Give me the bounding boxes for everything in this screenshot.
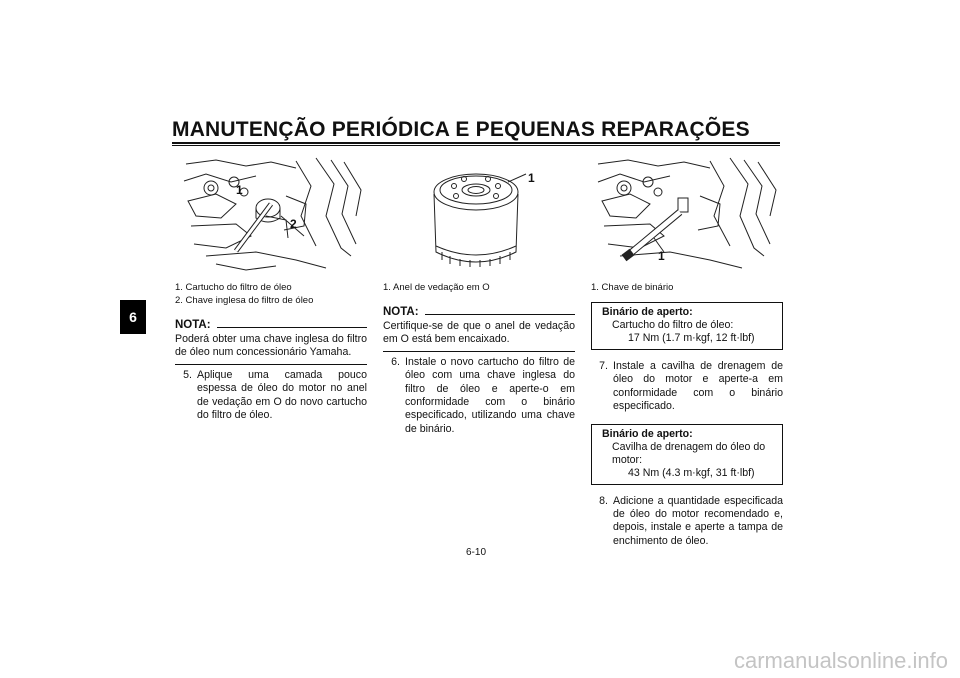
torque-spec-box-1 <box>591 302 783 350</box>
caption-1: 1. Chave de binário <box>591 282 674 293</box>
torque-value: 43 Nm (4.3 m·kgf, 31 ft·lbf) <box>628 466 755 479</box>
note-end-rule <box>383 351 575 352</box>
step-7: 7. Instale a cavilha de drenagem de óleo do motor e aperte-a em conformidade com o binário especificado. <box>599 360 783 413</box>
chapter-tab: 6 <box>120 300 146 334</box>
note-header <box>175 319 367 331</box>
fig3-callout-1: 1 <box>658 249 665 263</box>
note-end-rule <box>175 364 367 365</box>
torque-value: 17 Nm (1.7 m·kgf, 12 ft·lbf) <box>628 332 755 344</box>
torque-wrench-illustration <box>592 156 782 274</box>
fig2-callout-1: 1 <box>528 171 535 185</box>
oil-filter-wrench-illustration <box>176 156 366 274</box>
note-header <box>383 306 575 318</box>
torque-item: Cavilha de drenagem do óleo do motor: <box>612 440 766 466</box>
torque-heading: Binário de aperto: <box>602 427 693 440</box>
page-title: MANUTENÇÃO PERIÓDICA E PEQUENAS REPARAÇÕES <box>172 118 750 141</box>
title-rule <box>172 142 780 144</box>
page-number: 6-10 <box>466 547 487 558</box>
caption-1: 1. Anel de vedação em O <box>383 282 490 293</box>
note-text: Certifique-se de que o anel de vedação em O está bem encaixado. <box>383 320 575 346</box>
watermark: carmanualsonline.info <box>733 648 948 673</box>
note-label: NOTA: <box>175 319 211 331</box>
step-5: 5. Aplique uma camada pouco espessa de óleo do motor no anel de vedação em O do novo cartucho do filtro de óleo. <box>183 368 367 422</box>
caption-1: 1. Cartucho do filtro de óleo <box>175 282 292 293</box>
torque-heading: Binário de aperto: <box>602 306 693 318</box>
oil-filter-cartridge-illustration <box>408 160 558 278</box>
step-6: 6. Instale o novo cartucho do filtro de óleo com uma chave inglesa do filtro de óleo e aperte-o em conformidade com o binário especificado, utilizando uma chave de binário. <box>391 355 575 435</box>
torque-item: Cartucho do filtro de óleo: <box>612 319 734 331</box>
step-8: 8. Adicione a quantidade especificada de óleo do motor recomendado e, depois, instale e aperte a tampa de enchimento de óleo. <box>599 494 783 547</box>
torque-spec-box-2 <box>591 424 783 485</box>
caption-2: 2. Chave inglesa do filtro de óleo <box>175 295 314 306</box>
note-text: Poderá obter uma chave inglesa do filtro de óleo num concessionário Yamaha. <box>175 333 367 359</box>
note-label: NOTA: <box>383 306 419 318</box>
fig1-callout-1: 1 <box>236 183 243 197</box>
title-rule-thin <box>172 145 780 146</box>
fig1-callout-2: 2 <box>290 217 297 231</box>
